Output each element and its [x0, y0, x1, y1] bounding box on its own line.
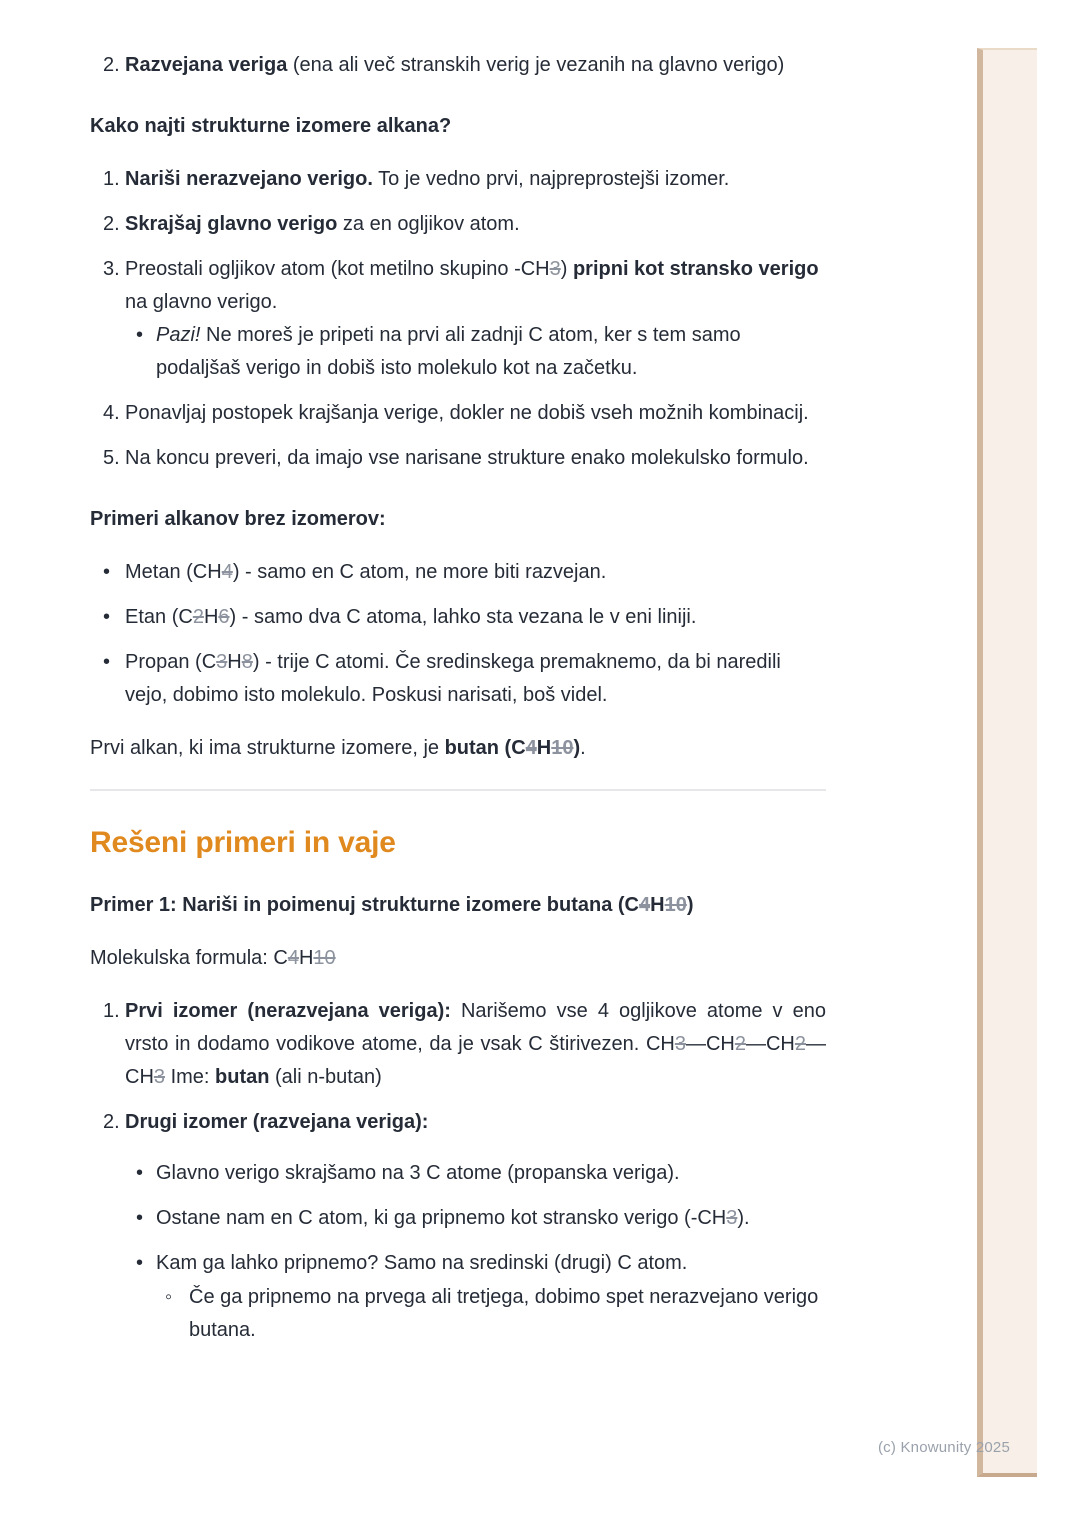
struck-subscript: 4 [639, 894, 651, 916]
text-content [156, 1202, 826, 1235]
text-run: ) - trije C atomi. Če sredinskega premaknemo, da bi naredili vejo, dobimo isto molekulo. Poskusi narisati, boš videl. [125, 651, 781, 706]
bullet-icon: • [103, 651, 111, 673]
text-run: ) [560, 258, 573, 280]
text-content [90, 894, 694, 916]
text-run: Prvi izomer (nerazvejana veriga): [125, 1000, 451, 1022]
text-run: Drugi izomer (razvejana veriga): [125, 1111, 429, 1133]
text-run: . [580, 737, 586, 759]
bullet-icon: • [103, 606, 111, 628]
text-content [90, 826, 396, 859]
text-content [125, 601, 826, 634]
text-content [90, 737, 586, 759]
text-content [90, 508, 386, 530]
text-run: Kako najti strukturne izomere alkana? [90, 115, 452, 137]
bullet-icon: • [136, 1252, 144, 1274]
text-run: Prvi alkan, ki ima strukturne izomere, je [90, 737, 445, 759]
text-run: ) - samo en C atom, ne more biti razvejan. [232, 561, 607, 583]
list-number: 1. [103, 168, 120, 190]
text-run: ) [573, 737, 581, 759]
text-run: ). [737, 1207, 750, 1229]
text-run: butan (C [444, 737, 526, 759]
text-run: Primeri alkanov brez izomerov: [90, 508, 386, 530]
text-content [125, 253, 826, 319]
text-run: Primer 1: Nariši in poimenuj strukturne izomere butana (C [90, 894, 640, 916]
section-heading [90, 889, 826, 922]
text-run: —CH [685, 1033, 735, 1055]
text-run: Kam ga lahko pripnemo? Samo na sredinski (drugi) C atom. [156, 1252, 688, 1274]
bullet-icon: • [136, 1162, 144, 1184]
list-number: 2. [103, 213, 120, 235]
text-content [125, 442, 826, 475]
struck-subscript: 3 [549, 258, 561, 280]
struck-subscript: 10 [551, 737, 574, 759]
list-number: 1. [103, 1000, 120, 1022]
text-content [125, 646, 826, 712]
text-run: (ali n-butan) [269, 1066, 382, 1088]
text-content [189, 1281, 826, 1347]
circle-bullet-icon: ◦ [165, 1286, 173, 1308]
struck-subscript: 3 [726, 1207, 738, 1229]
text-run: Etan (C [125, 606, 193, 628]
numbered-list-item [90, 253, 826, 319]
struck-subscript: 2 [192, 606, 204, 628]
struck-subscript: 4 [287, 947, 299, 969]
page-edge-strip [977, 48, 1037, 1477]
bullet-list-item [90, 1202, 826, 1235]
bullet-list-item [90, 556, 826, 589]
sub-bullet-list-item [90, 1281, 826, 1347]
numbered-list-item [90, 208, 826, 241]
text-run: Narišemo vse 4 ogljikove atome v eno vrsto in dodamo vodikove atome, da je vsak C štirivezen. CH [125, 1000, 827, 1055]
text-run: za en ogljikov atom. [337, 213, 520, 235]
text-run: —CH [745, 1033, 795, 1055]
text-run: Molekulska formula: C [90, 947, 288, 969]
text-run: H [227, 651, 242, 673]
numbered-list-item [90, 442, 826, 475]
text-content [125, 556, 826, 589]
text-content [125, 208, 826, 241]
document-content [90, 0, 826, 1347]
struck-subscript: 10 [664, 894, 687, 916]
text-run: (ena ali več stranskih verig je vezanih na glavno verigo) [287, 54, 785, 76]
list-number: 4. [103, 402, 120, 424]
struck-subscript: 6 [218, 606, 230, 628]
text-run: Če ga pripnemo na prvega ali tretjega, dobimo spet nerazvejano verigo butana. [189, 1286, 819, 1341]
struck-subscript: 4 [221, 561, 233, 583]
numbered-list-item [90, 397, 826, 430]
text-content [125, 397, 826, 430]
text-run: Skrajšaj glavno verigo [125, 213, 338, 235]
text-run: Propan (C [125, 651, 217, 673]
struck-subscript: 10 [313, 947, 336, 969]
text-content [125, 163, 826, 196]
text-content [125, 1106, 826, 1139]
section-title [90, 823, 826, 863]
paragraph [90, 942, 826, 975]
bullet-list-item [90, 1247, 826, 1280]
struck-subscript: 2 [734, 1033, 746, 1055]
text-run: H [298, 947, 314, 969]
struck-subscript: 2 [794, 1033, 806, 1055]
text-run: Nariši nerazvejano verigo. [125, 168, 373, 190]
bullet-list-item [90, 1157, 826, 1190]
numbered-list-item [90, 49, 826, 82]
text-run: H [650, 894, 665, 916]
horizontal-rule [90, 789, 826, 791]
text-content [156, 1157, 826, 1190]
text-run: —CH [125, 1033, 826, 1088]
text-run: Ime: [165, 1066, 216, 1088]
bullet-list-item [90, 601, 826, 634]
struck-subscript: 4 [525, 737, 537, 759]
bullet-list-item [90, 319, 826, 385]
text-run: Glavno verigo skrajšamo na 3 C atome (propanska veriga). [156, 1162, 680, 1184]
list-number: 3. [103, 258, 120, 280]
text-run: Ponavljaj postopek krajšanja verige, dokler ne dobiš vseh možnih kombinacij. [125, 402, 809, 424]
section-heading [90, 503, 826, 536]
text-run: ) - samo dva C atoma, lahko sta vezana le v eni liniji. [229, 606, 697, 628]
struck-subscript: 3 [153, 1066, 166, 1088]
numbered-list-item [90, 163, 826, 196]
text-run: Ne moreš je pripeti na prvi ali zadnji C atom, ker s tem samo podaljšaš verigo in dobiš isto molekulo kot na začetku. [156, 324, 741, 379]
text-run: Rešeni primeri in vaje [90, 826, 396, 859]
bullet-icon: • [103, 561, 111, 583]
text-run: H [203, 606, 219, 628]
text-content [156, 319, 826, 385]
text-content [125, 995, 826, 1094]
text-run: Na koncu preveri, da imajo vse narisane strukture enako molekulsko formulo. [125, 447, 809, 469]
text-run: Metan (CH [125, 561, 222, 583]
bullet-icon: • [136, 324, 144, 346]
list-number: 2. [103, 54, 120, 76]
text-run: Razvejana veriga [125, 54, 288, 76]
paragraph [90, 732, 826, 765]
text-run: Preostali ogljikov atom (kot metilno skupino -CH [125, 258, 550, 280]
watermark: (c) Knowunity 2025 [877, 1439, 1010, 1456]
text-run: ) [686, 894, 694, 916]
list-number: 5. [103, 447, 120, 469]
text-run: butan [215, 1066, 270, 1088]
bullet-icon: • [136, 1207, 144, 1229]
text-content [156, 1247, 826, 1280]
numbered-list-item [90, 995, 826, 1094]
text-run: To je vedno prvi, najpreprostejši izomer. [372, 168, 730, 190]
text-content [125, 49, 826, 82]
text-run: Pazi! [156, 324, 201, 346]
text-run: na glavno verigo. [125, 291, 278, 313]
numbered-list-item [90, 1106, 826, 1139]
text-run: pripni kot stransko verigo [572, 258, 819, 280]
struck-subscript: 8 [241, 651, 253, 673]
text-run: Ostane nam en C atom, ki ga pripnemo kot stransko verigo (-CH [156, 1207, 727, 1229]
struck-subscript: 3 [674, 1033, 686, 1055]
text-content [90, 115, 451, 137]
struck-subscript: 3 [216, 651, 228, 673]
text-run: H [536, 737, 552, 759]
text-content [90, 947, 336, 969]
list-number: 2. [103, 1111, 120, 1133]
section-heading [90, 110, 826, 143]
bullet-list-item [90, 646, 826, 712]
